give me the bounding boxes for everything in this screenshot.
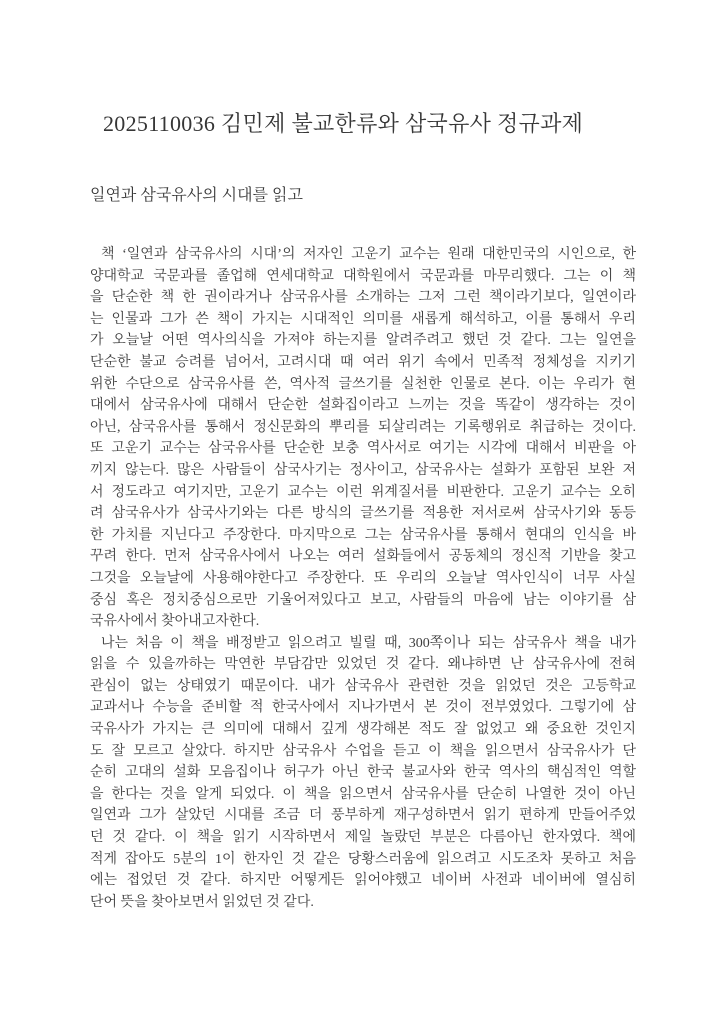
document-subtitle: 일연과 삼국유사의 시대를 읽고 — [90, 187, 303, 204]
text-line: 적게 잡아도 5분의 1이 한자인 것 같은 당황스러움에 읽으려고 시도조차 못하고 처음 — [90, 851, 636, 867]
text-line: 도 잘 모르고 살았다. 하지만 삼국유사 수업을 듣고 이 책을 읽으면서 삼국유사가 단 — [90, 743, 636, 759]
text-line: 책 ‘일연과 삼국유사의 시대’의 저자인 고운기 교수는 원래 대한민국의 시인으로, 한 — [101, 247, 636, 262]
text-line: 대에서 삼국유사에 대해서 단순한 설화집이라고 느끼는 것을 똑같이 생각하는 것이 — [90, 398, 636, 414]
text-line: 관심이 없는 상태였기 때문이다. 내가 삼국유사 관련한 것을 읽었던 것은 고등학교 — [90, 678, 636, 694]
text-line: 국유사에서 찾아내고자한다. — [90, 614, 260, 630]
text-line: 또 고운기 교수는 삼국유사를 단순한 보충 역사서로 여기는 시각에 대해서 비판을 아 — [90, 441, 636, 457]
text-line: 가 오늘날 어떤 역사의식을 가져야 하는지를 알려주려고 했던 것 같다. 그는 일연을 — [90, 333, 636, 349]
text-line: 읽을 수 있을까하는 막연한 부담감만 있었던 것 같다. 왜냐하면 난 삼국유사에 전혀 — [90, 657, 636, 673]
text-line: 에는 접었던 것 같다. 하지만 어떻게든 읽어야했고 네이버 사전과 네이버에 열심히 — [90, 873, 636, 889]
text-line: 국유사가 가지는 큰 의미에 대해서 깊게 생각해본 적도 잘 없었고 왜 중요한 것인지 — [90, 722, 636, 738]
text-line: 을 한다는 것을 알게 되었다. 이 책을 읽으면서 삼국유사를 단순히 나열한 것이 아닌 — [90, 786, 636, 802]
text-line: 끼지 않는다. 많은 사람들이 삼국사기는 정사이고, 삼국유사는 설화가 포함된 보완 저 — [90, 462, 636, 478]
text-line: 교과서나 수능을 준비할 적 한국사에서 지나가면서 본 것이 전부였었다. 그렇기에 삼 — [90, 700, 636, 716]
text-line: 위한 수단으로 삼국유사를 쓴, 역사적 글쓰기를 실천한 인물로 본다. 이는 우리가 현 — [90, 376, 636, 392]
document-body — [90, 244, 636, 913]
text-line: 일연과 그가 살았던 시대를 조금 더 풍부하게 재구성하면서 읽기 편하게 만들어주었 — [90, 808, 636, 824]
text-line: 그것을 오늘날에 사용해야한다고 주장한다. 또 우리의 오늘날 역사인식이 너무 사실 — [90, 570, 636, 586]
text-line: 는 인물과 그가 쓴 책이 가지는 시대적인 의미를 새롭게 해석하고, 이를 통해서 우리 — [90, 311, 636, 327]
paragraph — [90, 244, 636, 633]
paragraph — [90, 633, 636, 914]
text-line: 단어 뜻을 찾아보면서 읽었던 것 같다. — [90, 894, 314, 910]
text-line: 을 단순한 책 한 권이라거나 삼국유사를 소개하는 그저 그런 책이라기보다, 일연이라 — [90, 290, 636, 306]
text-line: 서 정도라고 여기지만, 고운기 교수는 이런 위계질서를 비판한다. 고운기 교수는 오히 — [90, 484, 636, 500]
text-line: 꾸려 한다. 먼저 삼국유사에서 나오는 여러 설화들에서 공동체의 정신적 기반을 찾고 — [90, 549, 636, 565]
document-title: 2025110036 김민제 불교한류와 삼국유사 정규과제 — [103, 111, 584, 136]
text-line: 한 가치를 지닌다고 주장한다. 마지막으로 그는 삼국유사를 통해서 현대의 인식을 바 — [90, 527, 636, 543]
text-line: 아닌, 삼국유사를 통해서 정신문화의 뿌리를 되살리려는 기록행위로 취급하는 것이다. — [90, 419, 636, 435]
text-line: 양대학교 국문과를 졸업해 연세대학교 대학원에서 국문과를 마무리했다. 그는 이 책 — [90, 268, 636, 284]
text-line: 단순한 불교 승려를 넘어서, 고려시대 때 여러 위기 속에서 민족적 정체성을 지키기 — [90, 354, 636, 370]
text-line: 순히 고대의 설화 모음집이나 허구가 아닌 한국 불교사와 한국 역사의 핵심적인 역할 — [90, 765, 636, 781]
text-line: 중심 혹은 정치중심으로만 기울어져있다고 보고, 사람들의 마음에 남는 이야기를 삼 — [90, 592, 636, 608]
text-line: 던 것 같다. 이 책을 읽기 시작하면서 제일 놀랐던 부분은 다름아닌 한자였다. 책에 — [90, 830, 636, 846]
text-line: 나는 처음 이 책을 배정받고 읽으려고 빌릴 때, 300쪽이나 되는 삼국유사 책을 내가 — [101, 635, 636, 651]
text-line: 려 삼국유사가 삼국사기와는 다른 방식의 글쓰기를 적용한 저서로써 삼국사기와 동등 — [90, 506, 636, 522]
